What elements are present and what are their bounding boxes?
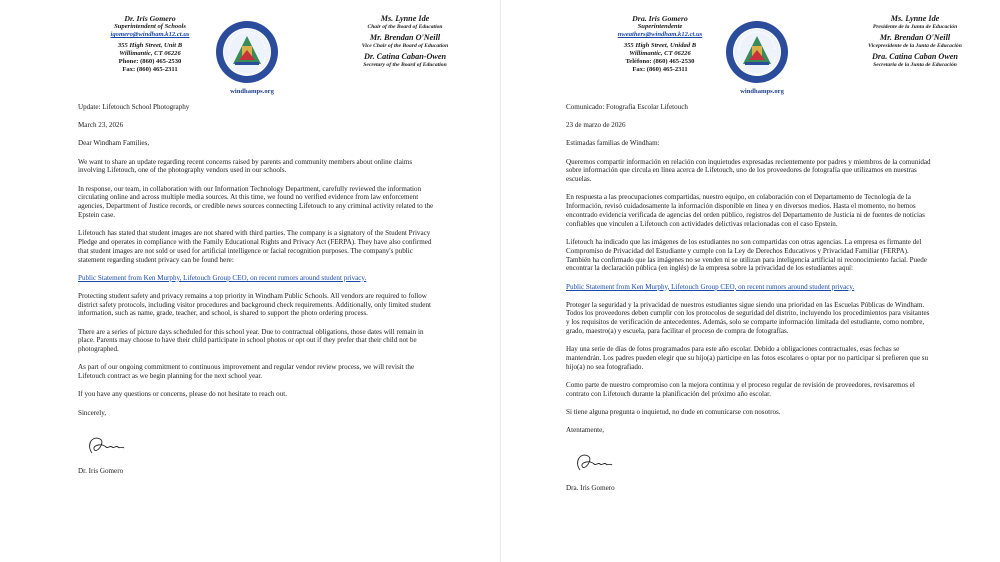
board-block — [325, 14, 485, 71]
address-line-1: 355 High Street, Unidad B — [623, 42, 697, 50]
board-vice-chair-name: Mr. Brendan O'Neill — [369, 33, 441, 42]
address-line-1: 355 High Street, Unit B — [117, 42, 183, 50]
board-secretary-role: Secretaria de la Junta de Educación — [873, 62, 957, 68]
phone: Phone: (860) 465-2530 — [118, 58, 182, 66]
letter-body — [78, 103, 438, 485]
paragraph-2: En respuesta a las preocupaciones compartidas, nuestro equipo, en colaboración con el Departamento de Tecnología de la Información, revisó cuidadosamente la información disponible en línea y en diversos medios. Hasta el momento, no hemos encontrado evidencia verificada de agencias del orden público, registros del Departamento de Justicia ni de fuentes de noticias confiables que vinculen a Lifetouch con actividades delictivas relacionadas con el caso Epstein. — [566, 193, 925, 228]
superintendent-name: Dra. Iris Gomero — [632, 14, 688, 23]
board-secretary-name: Dra. Catina Caban Owen — [872, 52, 958, 61]
letter-greeting: Dear Windham Families, — [78, 139, 150, 148]
paragraph-2: In response, our team, in collaboration with our Information Technology Department, carefully reviewed the information circulating online and across multiple media sources. At this time, we found no verified evidence from law enforcement agencies, Department of Justice records, or credible news sources connecting Lifetouch to any criminal activity related to the Epstein case. — [78, 184, 434, 219]
paragraph-6: As part of our ongoing commitment to continuous improvement and regular vendor review process, we will revisit the Lifetouch contract as we begin planning for the next school year. — [78, 363, 415, 381]
board-chair-name: Ms. Lynne Ide — [890, 14, 940, 23]
board-vice-chair-name: Mr. Brendan O'Neill — [879, 33, 951, 42]
signature-image — [566, 444, 934, 480]
website-link[interactable]: windhamps.org — [740, 88, 784, 95]
district-seal-logo — [725, 20, 789, 84]
letter-date: March 23, 2026 — [78, 121, 124, 130]
fax: Fax: (860) 465-2311 — [632, 66, 688, 74]
superintendent-block — [70, 14, 230, 75]
paragraph-6: Como parte de nuestro compromiso con la mejora continua y el proceso regular de revisión de proveedores, revisaremos el contrato con Lifetouch durante la planificación del próximo año escolar. — [566, 381, 915, 398]
signature-image — [78, 427, 438, 463]
address-line-2: Willimantic, CT 06226 — [629, 50, 691, 58]
superintendent-email-link[interactable]: nweathers@windham.k12.ct.us — [617, 31, 703, 39]
signature-name: Dr. Iris Gomero — [78, 466, 124, 475]
letter-date: 23 de marzo de 2026 — [566, 121, 626, 130]
paragraph-1: We want to share an update regarding recent concerns raised by parents and community members about online claims involving Lifetouch, one of the photography vendors used in our schools. — [78, 157, 413, 175]
superintendent-title: Superintendent of Schools — [114, 23, 186, 30]
letterhead — [510, 6, 1000, 98]
fax: Fax: (860) 465-2311 — [122, 66, 178, 74]
board-chair-role: Chair of the Board of Education — [367, 24, 443, 30]
letter-greeting: Estimadas familias de Windham: — [566, 139, 660, 148]
paragraph-4: Protecting student safety and privacy remains a top priority in Windham Public Schools. All vendors are required to follow district safety protocols, including visitor procedures and background check requirements. Additionally, only limited student information, such as name, grade, teacher, and school, is shared to support the photo ordering process. — [78, 291, 431, 318]
letter-subject: Update: Lifetouch School Photography — [78, 103, 190, 111]
board-secretary-name: Dr. Catina Caban-Owen — [363, 52, 447, 61]
letter-english — [0, 0, 490, 562]
address-line-2: Willimantic, CT 06226 — [119, 50, 181, 58]
board-chair-name: Ms. Lynne Ide — [380, 14, 430, 23]
paragraph-3: Lifetouch has stated that student images are not shared with third parties. The company is a signatory of the Student Privacy Pledge and operates in compliance with the Family Educational Rights and Privacy Act (FERPA). They have also confirmed that student images are not sold or used for artificial intelligence or facial recognition purposes. The company's public statement regarding student privacy can be found here: — [78, 229, 432, 264]
district-seal-logo — [215, 20, 279, 84]
paragraph-1: Queremos compartir información en relación con inquietudes expresadas recientemente por padres y miembros de la comunidad sobre información que circula en línea acerca de Lifetouch, uno de los proveedores de fotografía que utilizamos en nuestras escuelas. — [566, 157, 931, 184]
board-secretary-role: Secretary of the Board of Education — [363, 62, 447, 68]
superintendent-name: Dr. Iris Gomero — [124, 14, 176, 23]
paragraph-7: If you have any questions or concerns, please do not hesitate to reach out. — [78, 390, 288, 399]
closing: Atentamente, — [566, 426, 605, 435]
public-statement-link[interactable]: Public Statement from Ken Murphy, Lifetouch Group CEO, on recent rumors around student privacy. — [566, 282, 855, 291]
superintendent-email-link[interactable]: igomero@windham.k12.ct.us — [110, 31, 190, 39]
paragraph-7: Si tiene alguna pregunta o inquietud, no dude en comunicarse con nosotros. — [566, 408, 781, 417]
public-statement-link[interactable]: Public Statement from Ken Murphy, Lifetouch Group CEO, on recent rumors around student privacy. — [78, 273, 367, 282]
letterhead — [0, 6, 490, 98]
board-vice-chair-role: Vice Chair of the Board of Education — [361, 43, 449, 49]
superintendent-block — [580, 14, 740, 75]
website-link[interactable]: windhamps.org — [230, 88, 274, 95]
board-vice-chair-role: Vicepresidente de la Junta de Educación — [868, 43, 962, 49]
paragraph-4: Proteger la seguridad y la privacidad de nuestros estudiantes sigue siendo una prioridad en las Escuelas Públicas de Windham. Todos los proveedores deben cumplir con los protocolos de seguridad del distrito, incluyendo los procedimientos para visitantes y los requisitos de verificación de antecedentes. Además, solo se comparte información limitada del estudiante, como nombre, grado, maestro(a) y escuela, para facilitar el proceso de compra de fotografías. — [566, 300, 930, 336]
letter-subject: Comunicado: Fotografía Escolar Lifetouch — [566, 103, 688, 111]
superintendent-title: Superintendente — [637, 23, 683, 30]
paragraph-3: Lifetouch ha indicado que las imágenes de los estudiantes no son compartidas con otras agencias. La empresa es firmante del Compromiso de Privacidad del Estudiante y cumple con la Ley de Derechos Educativos y Privacidad Familiar (FERPA). También ha confirmado que las imágenes no se venden ni se utilizan para inteligencia artificial ni reconocimiento facial. Puede encontrar la declaración pública (en inglés) de la empresa sobre la privacidad de los estudiantes aquí: — [566, 237, 927, 273]
paragraph-5: Hay una serie de días de fotos programados para este año escolar. Debido a obligaciones contractuales, esas fechas se mantendrán. Los padres pueden elegir que su hijo(a) participe en las fotos escolares o optar por no participar si prefieren que su hijo(a) no sea fotografiado. — [566, 345, 929, 371]
signature-name: Dra. Iris Gomero — [566, 484, 615, 493]
closing: Sincerely, — [78, 408, 107, 417]
board-chair-role: Presidente de la Junta de Educación — [872, 24, 958, 30]
board-block — [835, 14, 995, 71]
page-divider — [500, 0, 501, 562]
phone: Teléfono: (860) 465-2530 — [625, 58, 695, 66]
paragraph-5: There are a series of picture days scheduled for this school year. Due to contractual obligations, those dates will remain in place. Parents may choose to have their child participate in school photos or opt out if they prefer that their child not be photographed. — [78, 327, 424, 354]
letter-spanish — [510, 0, 1000, 562]
letter-body — [566, 103, 934, 503]
